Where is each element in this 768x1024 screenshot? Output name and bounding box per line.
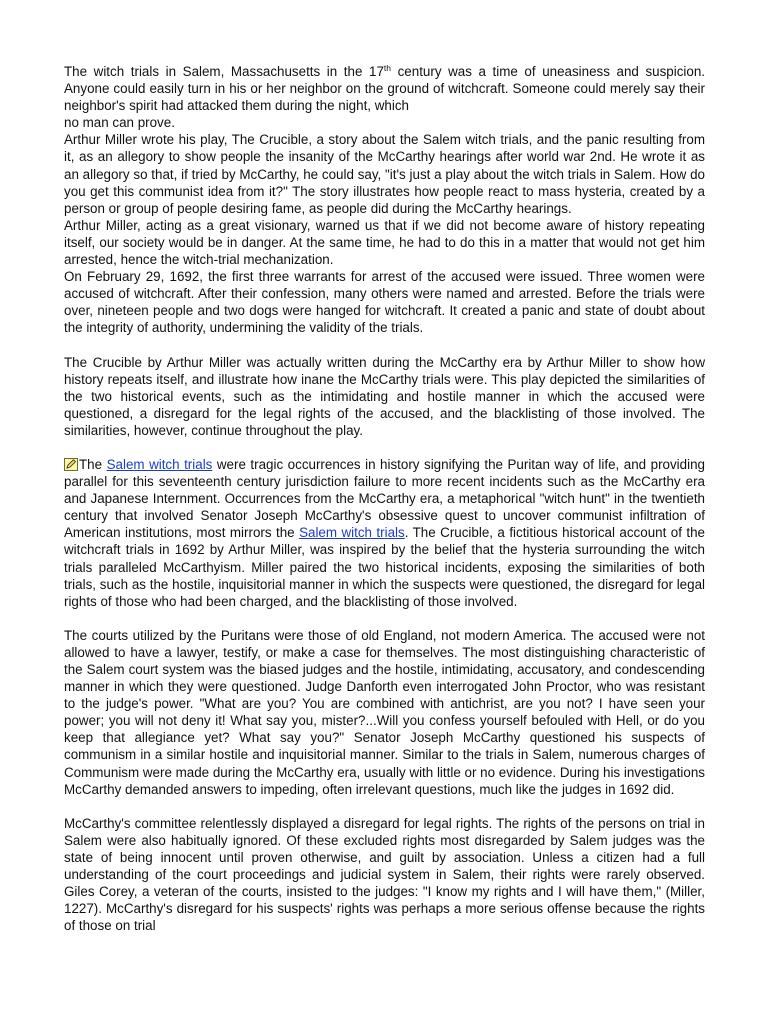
paragraph-spacer: [64, 439, 705, 456]
paragraph-6-text-b: were tragic occurrences in history signifying the Puritan way of life, and providing parallel for this seventeenth century jurisdiction failure to more recent incidents such as the McCarthy era and Japanese Internment. Occurrences from the McCarthy era, a metaphorical "witch hunt" in the twentieth century that involved Senator Joseph McCarthy's obsessive quest to uncover communist infiltration of American institutions, most mirrors the: [64, 456, 705, 541]
paragraph-2: Arthur Miller wrote his play, The Crucible, a story about the Salem witch trials, and the panic resulting from it, as an allegory to show people the insanity of the McCarthy hearings after world war 2nd. He wrote it as an allegory so that, if tried by McCarthy, he could say, "it's just a play about the witch trials in Salem. How do you get this communist idea from it?" The story illustrates how people react to mass hysteria, created by a person or group of people desiring fame, as people did during the McCarthy hearings.: [64, 132, 705, 216]
paragraph-6-text-a: The: [79, 456, 107, 472]
paragraph-6-text-c: . The Crucible, a fictitious historical account of the witchcraft trials in 1692 by Arthur Miller, was inspired by the belief that the hysteria surrounding the witch trials paralleled McCarthyism. Miller paired the two historical incidents, exposing the similarities of both trials, such as the hostile, inquisitorial manner in which the suspects were questioned, the disregard for legal rights of those who had been charged, and the blacklisting of those involved.: [64, 525, 705, 609]
paragraph-3: Arthur Miller, acting as a great visionary, warned us that if we did not become aware of history repeating itself, our society would be in danger. At the same time, he had to do this in a matter that would not get him arrested, hence the witch-trial mechanization.: [64, 217, 705, 268]
salem-witch-trials-link[interactable]: Salem witch trials: [106, 456, 213, 472]
paragraph-6: [64, 456, 705, 610]
paragraph-7: The courts utilized by the Puritans were those of old England, not modern America. The accused were not allowed to have a lawyer, testify, or make a case for themselves. The most distinguishing characteristic of the Salem court system was the biased judges and the hostile, intimidating, accusatory, and condescending manner in which they were questioned. Judge Danforth even interrogated John Proctor, who was resistant to the judge's power. "What are you? You are combined with antichrist, are you not? I have seen your power; you will not deny it! What say you, mister?...Will you confess yourself befouled with Hell, or do you keep that allegiance yet? What say you?" Senator Joseph McCarthy questioned his suspects of communism in a similar hostile and inquisitorial manner. Similar to the trials in Salem, numerous charges of Communism were made during the McCarthy era, usually with little or no evidence. During his investigations McCarthy demanded answers to impeding, often irrelevant questions, much like the judges in 1692 did.: [64, 627, 705, 797]
paragraph-5: The Crucible by Arthur Miller was actually written during the McCarthy era by Arthur Miller to show how history repeats itself, and illustrate how inane the McCarthy trials were. This play depicted the similarities of the two historical events, such as the intimidating and hostile manner in which the accused were questioned, a disregard for the legal rights of the accused, and the blacklisting of those involved. The similarities, however, continue throughout the play.: [64, 354, 705, 438]
salem-witch-trials-link-2[interactable]: Salem witch trials: [299, 525, 405, 541]
note-pencil-icon[interactable]: [64, 458, 78, 471]
paragraph-8: McCarthy's committee relentlessly displayed a disregard for legal rights. The rights of the persons on trial in Salem were also habitually ignored. Of these excluded rights most disregarded by Salem judges was the state of being innocent until proven otherwise, and guilt by association. Unless a citizen had a full understanding of the court proceedings and judicial system in Salem, their rights were rarely observed. Giles Corey, a veteran of the courts, insisted to the judges: "I know my rights and I will have them," (Miller, 1227). McCarthy's disregard for his suspects' rights was perhaps a more serious offense because the rights of those on trial: [64, 815, 705, 934]
paragraph-1-text-a: The witch trials in Salem, Massachusetts in the 17: [64, 64, 384, 79]
document-body: [64, 63, 705, 934]
paragraph-1-continuation: no man can prove.: [64, 115, 175, 131]
paragraph-1: [64, 63, 705, 114]
paragraph-spacer: [64, 798, 705, 815]
superscript-th: th: [383, 63, 392, 73]
paragraph-spacer: [64, 610, 705, 627]
paragraph-1-text-b: century was a time of uneasiness and suspicion. Anyone could easily turn in his or her neighbor on the ground of witchcraft. Someone could merely say their neighbor's spirit had attacked them during the night, which: [64, 64, 705, 114]
paragraph-spacer: [64, 337, 705, 354]
paragraph-4: On February 29, 1692, the first three warrants for arrest of the accused were issued. Three women were accused of witchcraft. After their confession, many others were named and arrested. Before the trials were over, nineteen people and two dogs were hanged for witchcraft. It created a panic and state of doubt about the integrity of authority, undermining the validity of the trials.: [64, 269, 705, 336]
